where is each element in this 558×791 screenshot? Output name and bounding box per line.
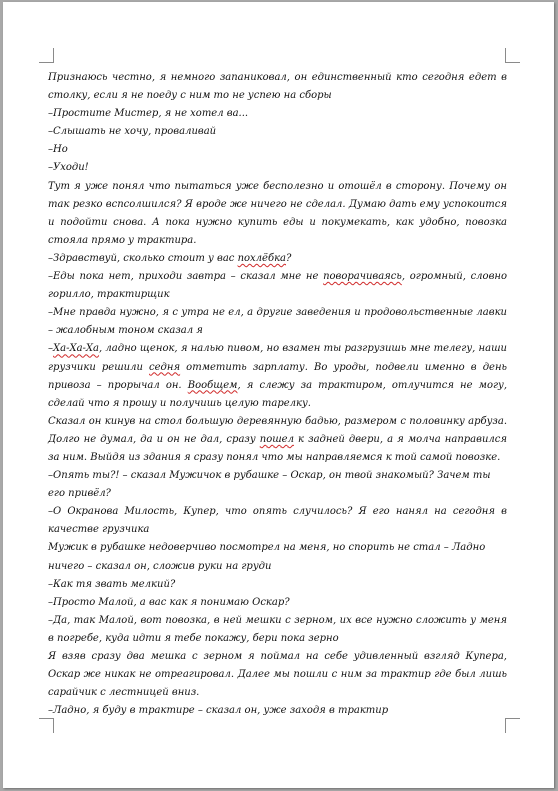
- spellcheck-underlined-word[interactable]: седня: [149, 361, 181, 373]
- paragraph: [48, 69, 507, 105]
- text-run: –Простите Мистер, я не хотел ва...: [48, 108, 249, 120]
- text-run: Мужик в рубашке недоверчиво посмотрел на меня, но спорить не стал – Ладно ничего – сказал он, сложив руки на груди: [48, 542, 486, 572]
- text-run: –Уходи!: [48, 162, 89, 174]
- text-run: отметить зарплату. Во уроды, подвели именно в день привоза – прорычал он.: [48, 361, 507, 391]
- paragraph: [48, 268, 507, 304]
- paragraph: [48, 141, 507, 159]
- text-run: –Еды пока нет, приходи завтра – сказал мне не: [48, 271, 324, 283]
- paragraph: [48, 250, 507, 268]
- text-run: , я слежу за трактиром, отлучится не могу, сделай что я прошу и получишь целую тарелку.: [48, 379, 508, 409]
- margin-corner-top-left: [39, 48, 54, 63]
- paragraph: [48, 340, 507, 412]
- text-run: Тут я уже понял что пытаться уже бесполезно и отошёл в сторону. Почему он так резко вспсолшился? Я вроде же ничего не сделал. Думаю дать ему успокоится и подойти снова. А пока нужно купить еды и покумекать, как удобно, повозка стояла прямо у трактира.: [48, 180, 507, 246]
- paragraph: [48, 413, 507, 467]
- text-run: –О Окранова Милость, Купер, что опять случилось? Я его нанял на сегодня в качестве грузчика: [48, 506, 507, 536]
- text-run: –Да, так Малой, вот повозка, в ней мешки с зерном, их все нужно сложить у меня в погребе, куда идти я тебе покажу, бери пока зерно: [48, 614, 507, 644]
- paragraph: [48, 467, 507, 503]
- text-run: –Опять ты?! – сказал Мужичок в рубашке – Оскар, он твой знакомый? Зачем ты его привёл?: [48, 470, 491, 500]
- text-run: , ладно щенок, я налью пивом, но взамен ты разгрузишь мне телегу, наши грузчики решили: [48, 343, 507, 373]
- paragraph: [48, 702, 507, 720]
- margin-corner-bottom-right: [505, 718, 520, 733]
- text-run: , огромный, словно горилло, трактирщик: [48, 271, 507, 301]
- text-run: –Но: [48, 144, 68, 156]
- text-run: –Здравствуй, сколько стоит у вас: [48, 252, 238, 264]
- spellcheck-underlined-word[interactable]: поворачиваясь: [323, 271, 402, 283]
- text-run: –Как тя звать мелкий?: [48, 578, 176, 590]
- text-run: Я взяв сразу два мешка с зерном я поймал на себе удивленный взгляд Купера, Оскар же никак не отреагировал. Далее мы пошли с ним за трактир где был лишь сарайчик с лестницей вниз.: [48, 651, 507, 699]
- paragraph: [48, 612, 507, 648]
- text-run: к задней двери, а я молча направился за ним. Выйдя из здания я сразу понял что мы направляемся к той самой повозке.: [48, 433, 507, 463]
- text-run: –: [48, 343, 53, 355]
- paragraph: [48, 105, 507, 123]
- paragraph: [48, 304, 507, 340]
- text-run: Признаюсь честно, я немного запаниковал, он единственный кто сегодня едет в столку, если я не поеду с ним то не успею на сборы: [48, 72, 507, 102]
- spellcheck-underlined-word[interactable]: похлёбка: [237, 252, 287, 264]
- text-run: –Ладно, я буду в трактире – сказал он, уже заходя в трактир: [48, 705, 389, 717]
- paragraph: [48, 648, 507, 702]
- text-run: –Просто Малой, а вас как я понимаю Оскар?: [48, 596, 290, 608]
- paragraph: [48, 503, 507, 539]
- paragraph: [48, 539, 507, 575]
- spellcheck-underlined-word[interactable]: пошел: [259, 433, 294, 445]
- text-run: –Слышать не хочу, проваливай: [48, 126, 217, 138]
- spellcheck-underlined-word[interactable]: Ха-Ха-Ха: [53, 343, 100, 355]
- paragraph: [48, 159, 507, 177]
- spellcheck-underlined-word[interactable]: Вообщем: [187, 379, 238, 391]
- paragraph: [48, 178, 507, 250]
- paragraph: [48, 594, 507, 612]
- text-run: ?: [286, 252, 292, 264]
- paragraph: [48, 123, 507, 141]
- document-body[interactable]: [48, 69, 507, 720]
- paragraph: [48, 576, 507, 594]
- document-page: [3, 2, 554, 788]
- text-run: –Мне правда нужно, я с утра не ел, а другие заведения и продовольственные лавки – жалобным тоном сказал я: [48, 307, 507, 337]
- text-run: Сказал он кинув на стол большую деревянную бадью, размером с половинку арбуза. Долго не думал, да и он не дал, сразу: [48, 415, 507, 445]
- margin-corner-top-right: [505, 48, 520, 63]
